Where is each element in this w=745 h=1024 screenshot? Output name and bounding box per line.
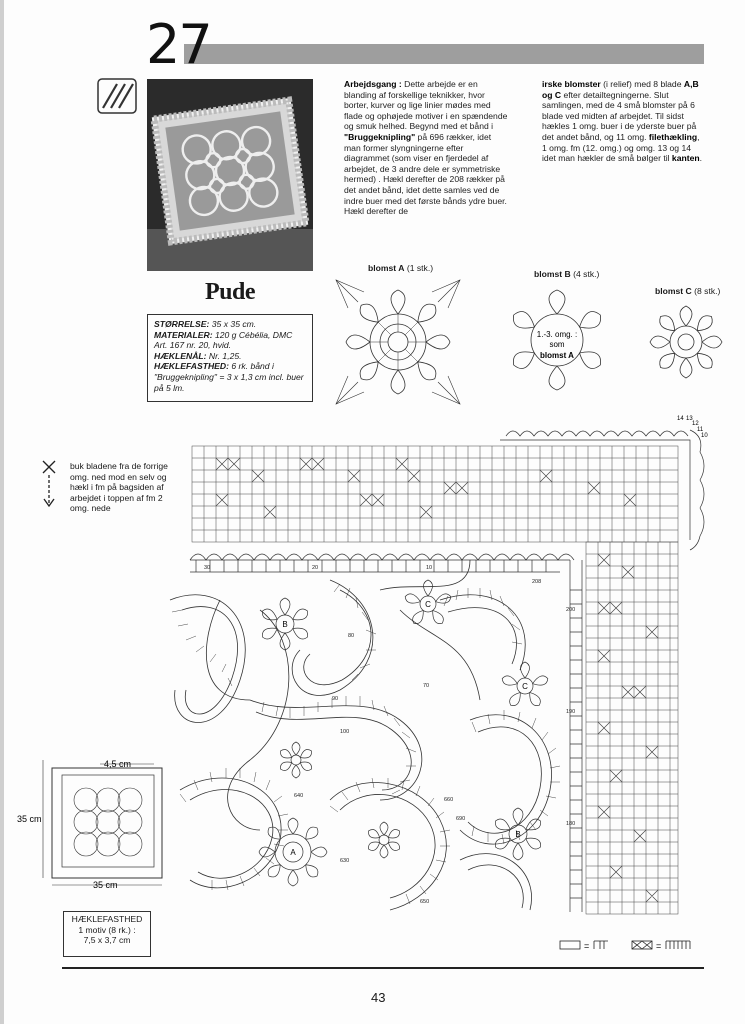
- edge-scallops-top: [500, 430, 704, 550]
- row-label-208: 208: [532, 579, 542, 585]
- pattern-title: Pude: [205, 279, 256, 305]
- inner-dimension: 4,5 cm: [104, 759, 132, 769]
- instructions-column-2: irske blomster (i relief) med 8 blade A,B og C efter detailtegningerne. Slut samlingen, med de 4 små blomster på 6 blade ved midten af arbejdet. Til sidst hækles 1 omg. buer i de yderste buer på det andet bånd, og 11 omg. filethækling, 1 omg. fm (12. omg.) og omg. 13 og 14 idet man hækler de små bølger til kanten.: [542, 79, 703, 164]
- flower-b-center-line1: 1.-3. omg. :: [536, 330, 578, 339]
- row-label-690: 690: [456, 816, 466, 822]
- row-label-100: 100: [340, 729, 350, 735]
- edge-row-11: 11: [697, 427, 704, 433]
- row-label-640: 640: [294, 793, 304, 799]
- legend-equals-2: =: [656, 941, 662, 951]
- flower-b-label: blomst B (4 stk.): [534, 269, 600, 279]
- center-small-flower-2: [366, 822, 401, 858]
- row-label-180: 180: [566, 821, 576, 827]
- legend-symbols: [560, 941, 690, 949]
- diagram-flower-b-label: B: [282, 620, 288, 629]
- row-label-30: 30: [204, 565, 211, 571]
- edge-row-12: 12: [692, 421, 699, 427]
- legend-equals-1: =: [584, 941, 590, 951]
- flower-b-center-line3: blomst A: [540, 351, 574, 360]
- row-label-20: 20: [312, 565, 319, 571]
- flower-c-detail: [650, 306, 722, 378]
- gauge-box: HÆKLEFASTHED 1 motiv (8 rk.) : 7,5 x 3,7 cm: [63, 911, 151, 957]
- flower-a-label: blomst A (1 stk.): [368, 263, 434, 273]
- width-dimension: 35 cm: [93, 880, 118, 890]
- flower-b-center-line2: som: [549, 340, 565, 349]
- height-dimension: 35 cm: [17, 814, 42, 824]
- fold-instruction: buk bladene fra de forrige omg. ned mod en selv og hækl i fm på bagsiden af arbejdet i toppen af fm 2 omg. nede: [70, 461, 168, 514]
- edge-row-13: 13: [686, 416, 693, 422]
- row-label-650: 650: [420, 899, 430, 905]
- row-label-80: 80: [348, 633, 355, 639]
- row-label-660: 660: [444, 797, 454, 803]
- pattern-number: 27: [146, 13, 211, 76]
- center-small-flower: [278, 742, 313, 778]
- row-label-200: 200: [566, 607, 576, 613]
- row-label-190: 190: [566, 709, 576, 715]
- edge-row-10: 10: [701, 433, 708, 439]
- filet-grid-top: [192, 446, 678, 542]
- row-label-10: 10: [426, 565, 433, 571]
- diagram-flower-c-label: C: [425, 600, 431, 609]
- specifications-box: STØRRELSE: 35 x 35 cm. MATERIALER: 120 g Cébélia, DMC Art. 167 nr. 20, hvid. HÆKLENÅL: Nr. 1,25. HÆKLEFASTHED: 6 rk. bånd i "Bruggeknipling" = 3 x 1,3 cm incl. buer på 5 lm.: [147, 314, 313, 402]
- instructions-column-1: Arbejdsgang : Dette arbejde er en blanding af forskellige teknikker, hvor borter, kurver og lige linier mødes med flade og ophøjede motiver i en spændende og smuk helhed. Begynd med et bånd i "Bruggeknipling" på 696 rækker, idet man former slyngningerne efter diagrammet (som viser en fjerdedel af arbejdet, de 3 andre dele er symmetriske hermed) . Hækl derefter de 208 rækker på det andet bånd, idet dette samles ved de indre buer med det første bånds ydre buer. Hækl derefter de: [344, 79, 508, 217]
- dimension-diagram: [43, 760, 162, 885]
- flower-a-detail: [336, 280, 460, 404]
- row-label-630: 630: [340, 858, 350, 864]
- diagram-flower-b2-label: B: [515, 830, 521, 839]
- footer-rule: [62, 967, 704, 969]
- page-number: 43: [371, 990, 386, 1005]
- diagram-flower-c2-label: C: [522, 682, 528, 691]
- row-label-90: 90: [332, 696, 339, 702]
- bruges-band-straight: [190, 554, 582, 912]
- filet-grid-right: [586, 542, 678, 914]
- flower-c-label: blomst C (8 stk.): [655, 286, 721, 296]
- bruges-band-curves: [170, 560, 560, 910]
- edge-row-14: 14: [677, 416, 684, 422]
- diagram-flower-a-label: A: [290, 848, 296, 857]
- row-label-70: 70: [423, 683, 430, 689]
